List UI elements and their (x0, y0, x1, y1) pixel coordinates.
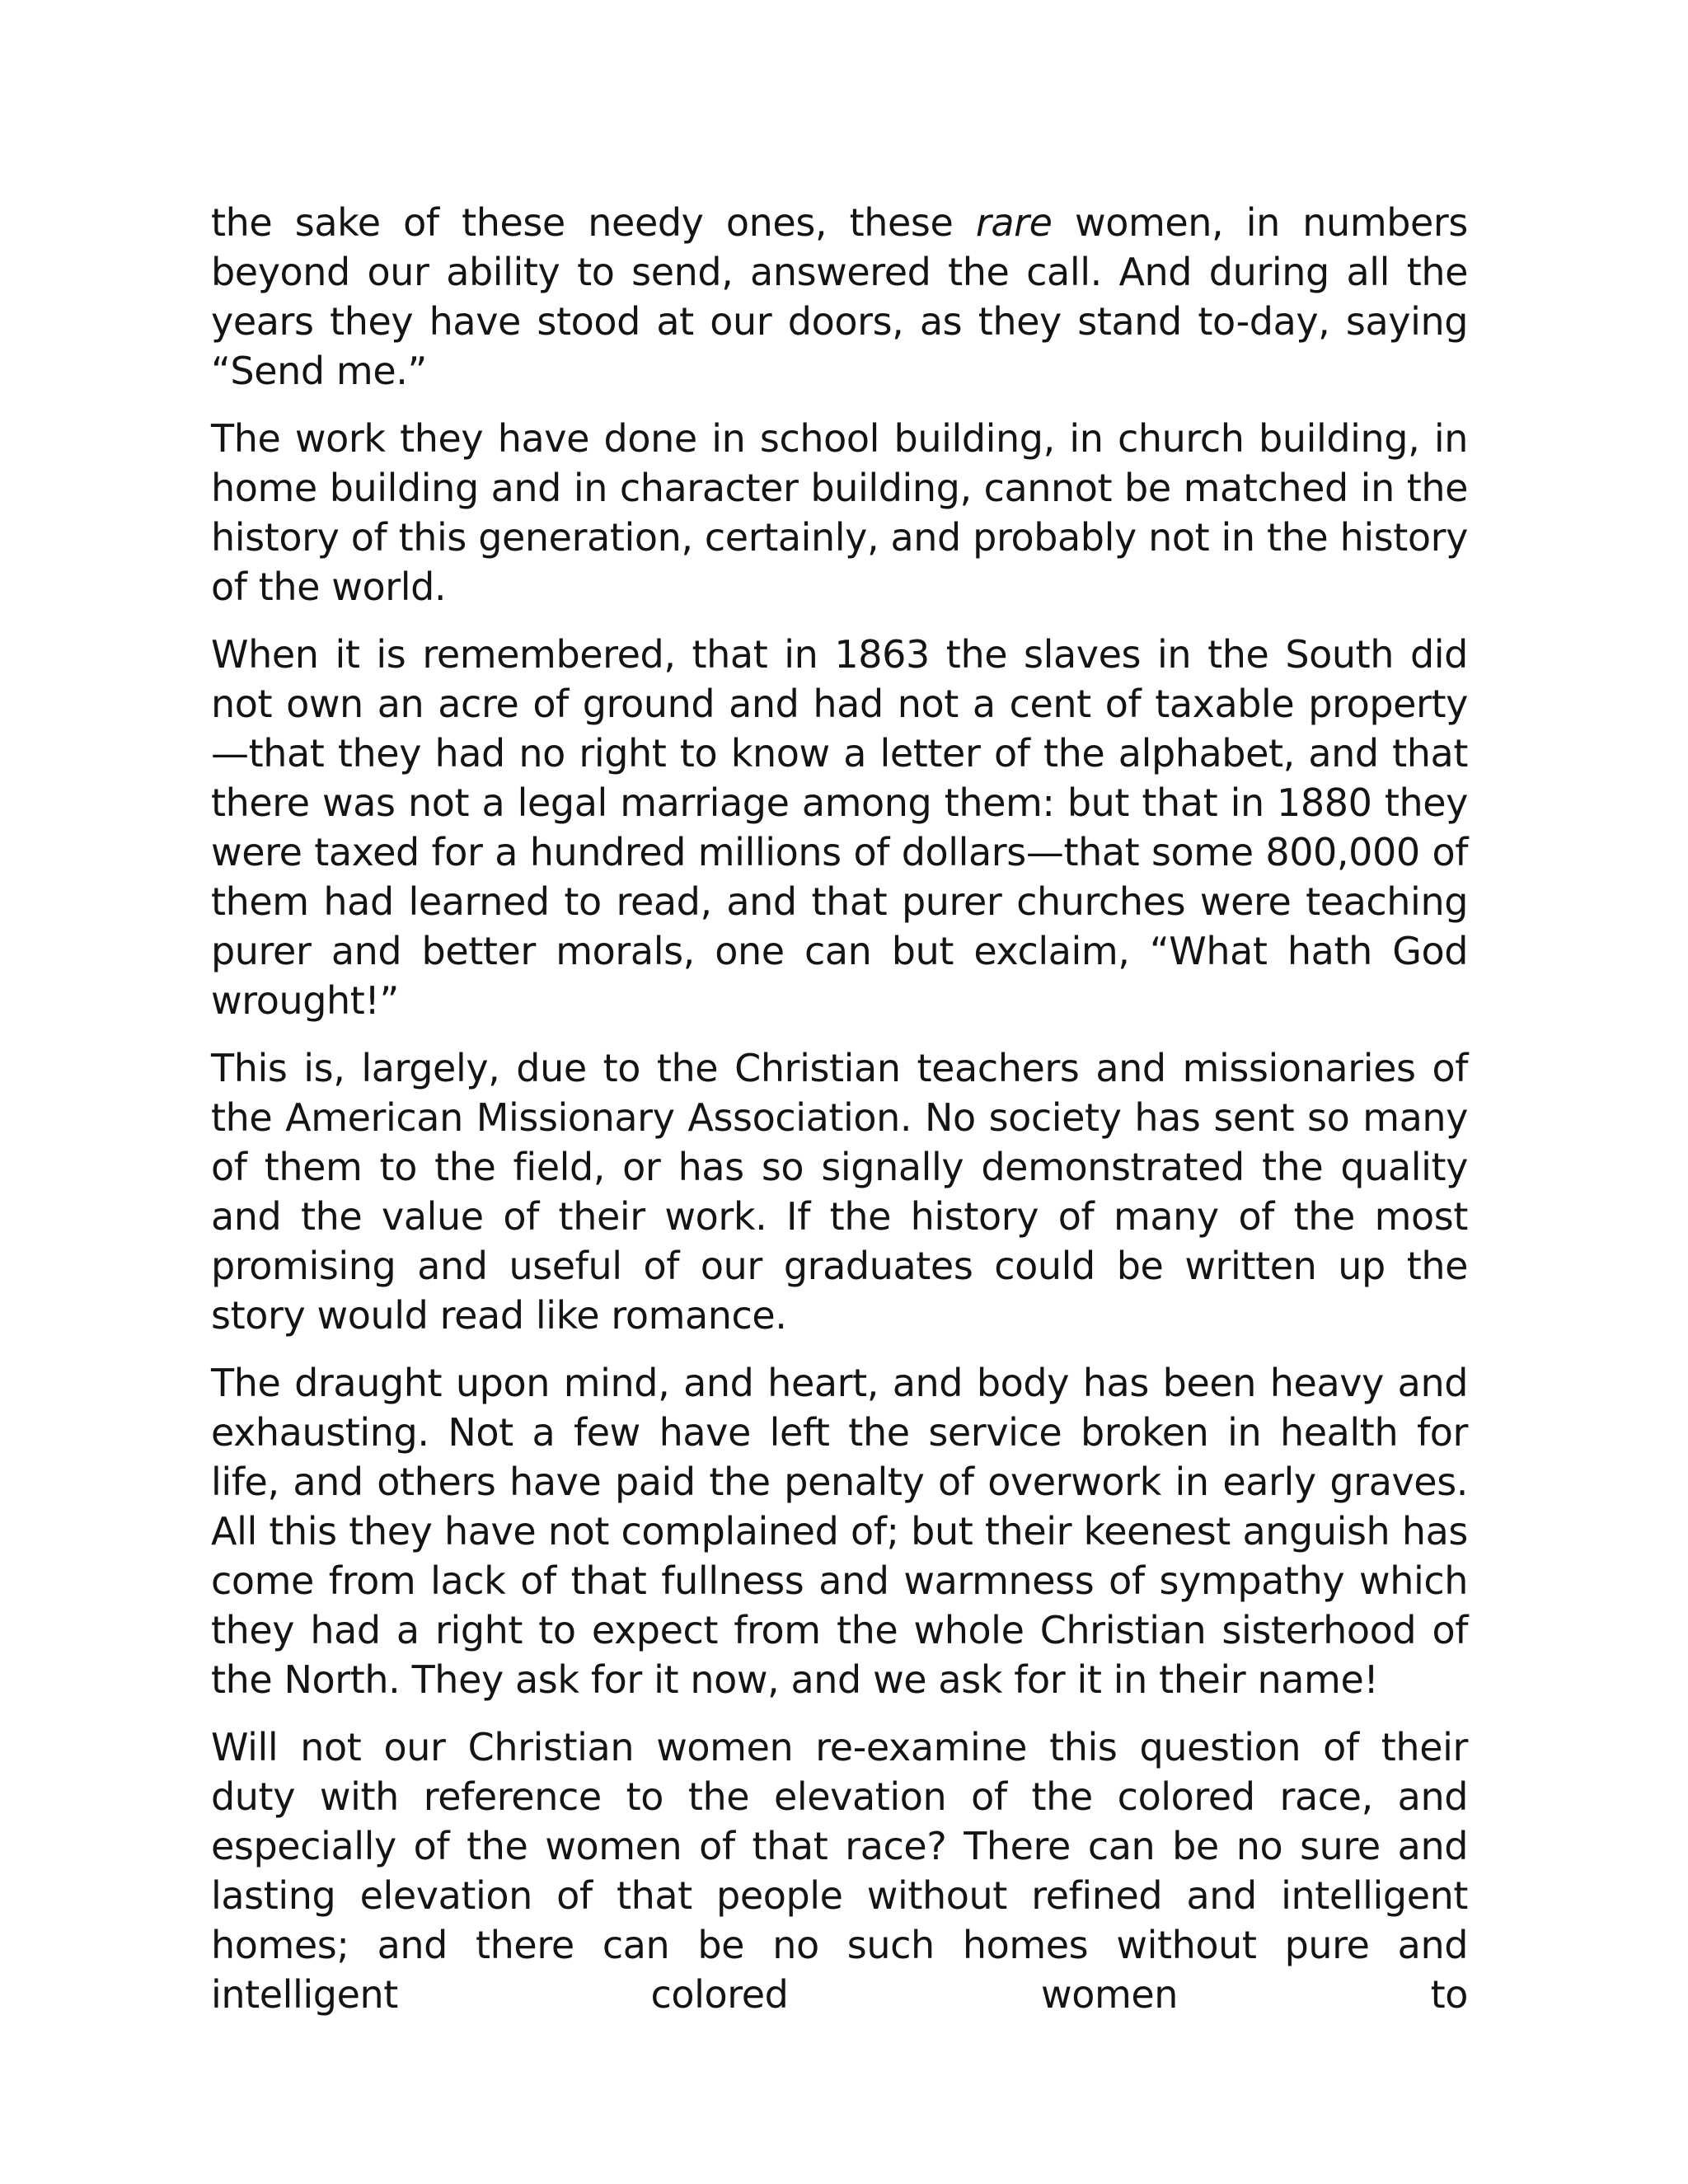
paragraph-4: This is, largely, due to the Christian teachers and missionaries of the American Missionary Association. No society has sent so many of them to the field, or has so signally demonstrated the quality and the value of their work. If the history of many of the most promising and useful of our graduates could be written up the story would read like romance. (211, 1046, 1468, 1338)
paragraph-1-text-after: women, in numbers beyond our ability to send, answered the call. And during all the years they have stood at our doors, as they stand to-day, saying “Send me.” (211, 200, 1469, 393)
paragraph-1-text-before: the sake of these needy ones, these (211, 200, 976, 245)
paragraph-3: When it is remembered, that in 1863 the slaves in the South did not own an acre of ground and had not a cent of taxable property—that they had no right to know a letter of the alphabet, and that there was not a legal marriage among them: but that in 1880 they were taxed for a hundred millions of dollars—that some 800,000 of them had learned to read, and that purer churches were teaching purer and better morals, one can but exclaim, “What hath God wrought!” (211, 632, 1468, 1023)
document-page (211, 198, 1468, 2037)
paragraph-1 (211, 198, 1468, 396)
paragraph-2: The work they have done in school building, in church building, in home building and in character building, cannot be matched in the history of this generation, certainly, and probably not in the history of the world. (211, 416, 1468, 609)
paragraph-5: The draught upon mind, and heart, and body has been heavy and exhausting. Not a few have left the service broken in health for life, and others have paid the penalty of overwork in early graves. All this they have not complained of; but their keenest anguish has come from lack of that fullness and warmness of sympathy which they had a right to expect from the whole Christian sisterhood of the North. They ask for it now, and we ask for it in their name! (211, 1361, 1468, 1702)
emphasis-rare: rare (975, 200, 1053, 245)
paragraph-6: Will not our Christian women re-examine this question of their duty with reference to the elevation of the colored race, and especially of the women of that race? There can be no sure and lasting elevation of that people without refined and intelligent homes; and there can be no such homes without pure and intelligent colored women to (211, 1725, 1468, 2017)
